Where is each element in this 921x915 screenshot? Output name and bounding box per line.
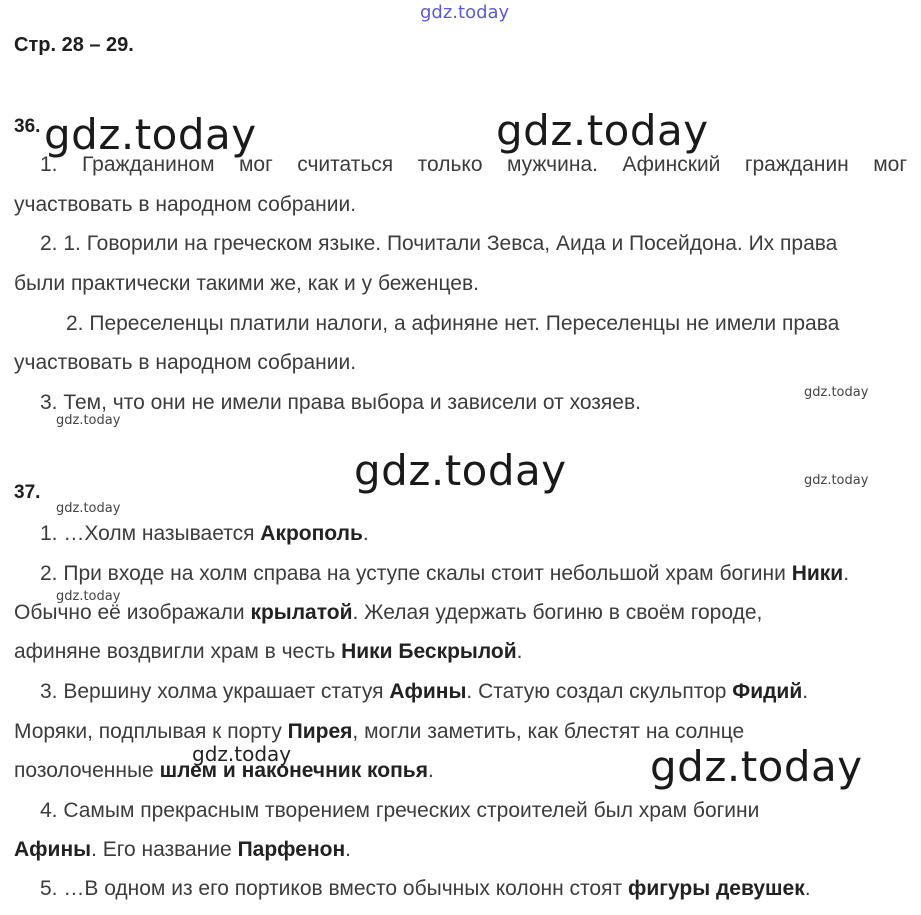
text: . [843, 562, 850, 585]
text: , могли заметить, как блестят на солнце [352, 720, 745, 743]
bold-term: Парфенон [237, 838, 346, 861]
watermark-large-1: gdz.today [44, 110, 257, 159]
task-36-number: 36. [14, 116, 41, 137]
bold-term: Ники [791, 562, 844, 585]
task-37-line-1 [40, 521, 921, 547]
task-36-line-4: были практически такими же, как и у беженцев. [14, 272, 479, 295]
task-36-line-3: 2. 1. Говорили на греческом языке. Почитали Зевса, Аида и Посейдона. Их права [40, 232, 838, 255]
bold-term: Фидий [732, 680, 803, 703]
task-37-line-2 [40, 561, 921, 587]
bold-term: Ники Бескрылой [341, 640, 517, 663]
text: . Желая удержать богиню в своём городе, [352, 601, 763, 624]
text: 3. Вершину холма украшает статуя [40, 680, 390, 703]
task-37-line-7 [14, 758, 907, 784]
watermark-small-3: gdz.today [804, 473, 869, 488]
text: . [427, 759, 434, 782]
bold-term: фигуры девушек [627, 877, 805, 900]
text: . [802, 680, 809, 703]
watermark-large-2: gdz.today [496, 106, 709, 155]
task-37-line-9 [14, 837, 907, 863]
task-37-line-8 [40, 798, 921, 824]
text: Моряки, подплывая к порту [14, 720, 288, 743]
text: афиняне воздвигли храм в честь [14, 640, 342, 663]
task-37-line-6 [14, 719, 907, 745]
task-37-number: 37. [14, 482, 41, 503]
task-36-line-2: участвовать в народном собрании. [14, 193, 357, 216]
text: . Его название [91, 838, 238, 861]
text: . [804, 877, 811, 900]
text: 2. При входе на холм справа на уступе скалы стоит небольшой храм богини [40, 562, 792, 585]
watermark-small-2: gdz.today [56, 413, 121, 428]
text: 1. …Холм называется [40, 522, 261, 545]
watermark-small-1: gdz.today [804, 385, 869, 400]
watermark-small-5: gdz.today [56, 589, 121, 604]
bold-term: Афины [14, 838, 92, 861]
watermark-small-4: gdz.today [56, 501, 121, 516]
task-37-line-3 [14, 600, 907, 626]
watermark-top: gdz.today [420, 2, 510, 23]
text: . [345, 838, 351, 861]
page-header: Стр. 28 – 29. [14, 34, 134, 56]
watermark-medium: gdz.today [192, 742, 292, 766]
bold-term: Пирея [287, 720, 353, 743]
text: . Статую создал скульптор [466, 680, 733, 703]
text: 4. Самым прекрасным творением греческих строителей был храм богини [40, 799, 760, 822]
text: . [516, 640, 523, 663]
task-36-line-7: 3. Тем, что они не имели права выбора и зависели от хозяев. [40, 391, 641, 414]
watermark-large-4: gdz.today [650, 742, 863, 791]
task-36-line-5: 2. Переселенцы платили налоги, а афиняне нет. Переселенцы не имели права [66, 312, 840, 335]
bold-term: Акрополь [260, 522, 363, 545]
bold-term: шлем и наконечник копья [159, 759, 428, 782]
text: . [362, 522, 369, 545]
task-36-line-6: участвовать в народном собрании. [14, 351, 357, 374]
text: Обычно её изображали [14, 601, 251, 624]
task-37-line-4 [14, 639, 907, 665]
task-37-line-10 [40, 876, 921, 902]
watermark-large-3: gdz.today [354, 446, 567, 495]
text: 5. …В одном из его портиков вместо обычных колонн стоят [40, 877, 628, 900]
task-36-line-1: 1. Гражданином мог считаться только мужчина. Афинский гражданин мог [40, 153, 907, 176]
bold-term: крылатой [250, 601, 353, 624]
bold-term: Афины [389, 680, 467, 703]
text: позолоченные [14, 759, 160, 782]
task-37-line-5 [40, 679, 921, 705]
